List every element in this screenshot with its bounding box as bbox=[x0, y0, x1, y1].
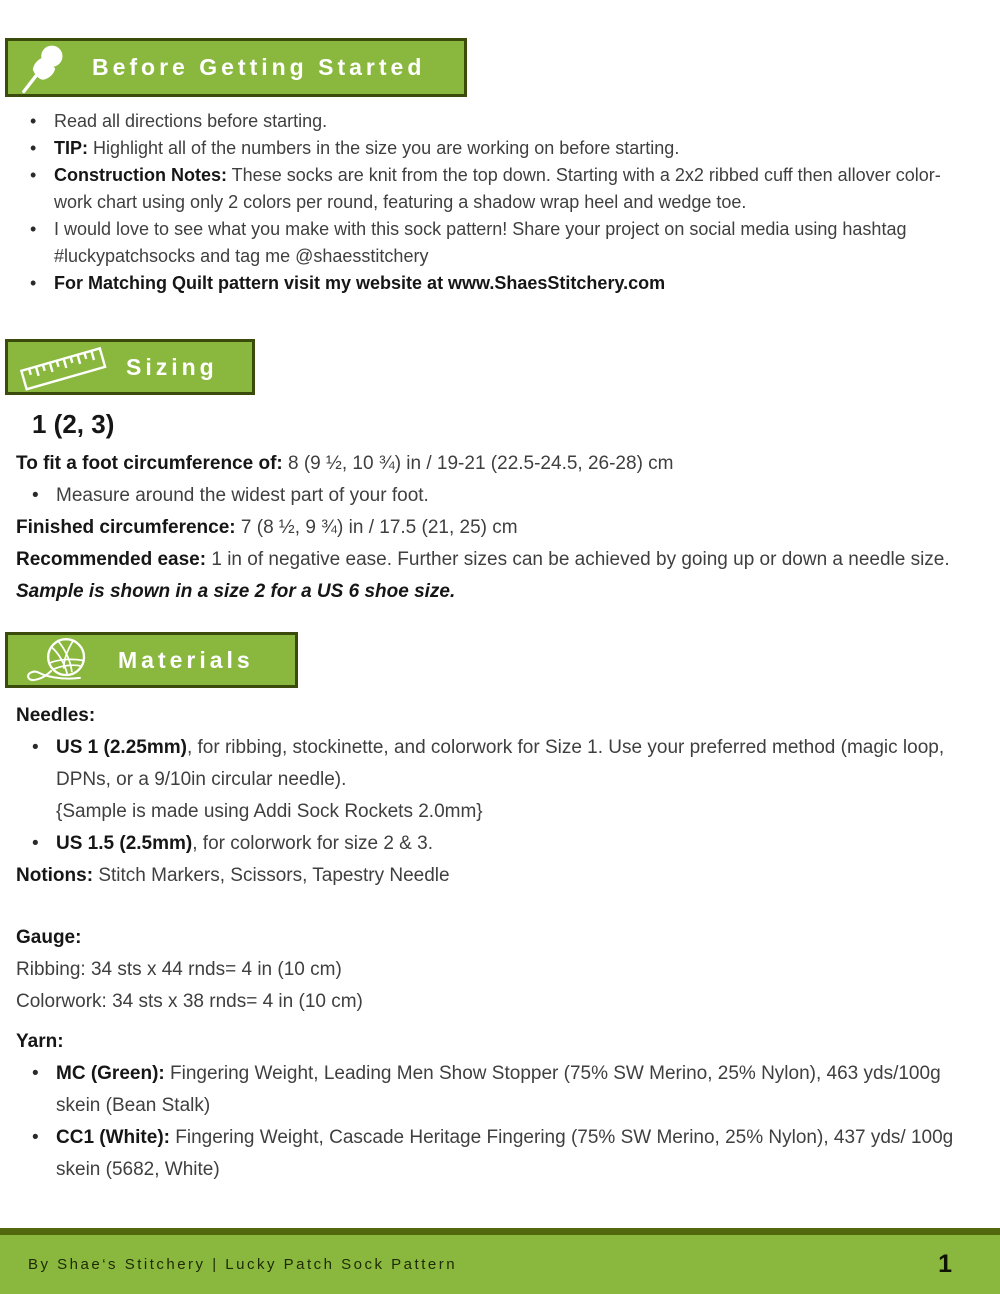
list-item: • Measure around the widest part of your foot. bbox=[16, 480, 966, 512]
page-footer bbox=[0, 1228, 1000, 1294]
list-item: • I would love to see what you make with this sock pattern! Share your project on social media using hashtag #luckypatchsocks and tag me @shaesstitchery bbox=[16, 216, 966, 270]
needle-sample-note: {Sample is made using Addi Sock Rockets 2.0mm} bbox=[56, 801, 483, 822]
list-item-website: • For Matching Quilt pattern visit my website at www.ShaesStitchery.com bbox=[16, 270, 966, 297]
gauge-colorwork-line: Colorwork: 34 sts x 38 rnds= 4 in (10 cm) bbox=[16, 991, 363, 1012]
yarn-ball-icon bbox=[20, 634, 96, 686]
ruler-icon bbox=[16, 343, 112, 391]
gauge-heading: Gauge: bbox=[16, 927, 82, 948]
list-item-needle-1: • US 1 (2.25mm), for ribbing, stockinette, and colorwork for Size 1. Use your preferred method (magic loop, DPNs, or a 9/10in circular needle). {Sample is made using Addi Sock Rockets 2.0mm} bbox=[16, 732, 966, 828]
footer-credit-text: By Shae‘s Stitchery | Lucky Patch Sock Pattern bbox=[28, 1256, 458, 1273]
section-banner-materials bbox=[5, 632, 298, 688]
gauge-ribbing-line: Ribbing: 34 sts x 44 rnds= 4 in (10 cm) bbox=[16, 959, 342, 980]
notions-line: Notions: Stitch Markers, Scissors, Tapestry Needle bbox=[16, 865, 450, 886]
needles-list bbox=[16, 732, 966, 860]
list-item: • TIP: Highlight all of the numbers in the size you are working on before starting. bbox=[16, 135, 966, 162]
section-banner-before-getting-started bbox=[5, 38, 467, 97]
fit-circumference-line: To fit a foot circumference of: 8 (9 ½, 10 ¾) in / 19-21 (22.5-24.5, 26-28) cm bbox=[16, 453, 674, 474]
before-getting-started-list bbox=[16, 108, 966, 297]
sample-size-note: Sample is shown in a size 2 for a US 6 shoe size. bbox=[16, 581, 456, 602]
finished-circumference-line: Finished circumference: 7 (8 ½, 9 ¾) in / 17.5 (21, 25) cm bbox=[16, 517, 518, 538]
list-item-yarn-cc1: • CC1 (White): Fingering Weight, Cascade Heritage Fingering (75% SW Merino, 25% Nylon), 437 yds/ 100g skein (5682, White) bbox=[16, 1122, 966, 1186]
section-title: Materials bbox=[118, 646, 254, 673]
section-title: Sizing bbox=[126, 353, 218, 380]
materials-section bbox=[16, 700, 966, 1186]
list-item-needle-2: • US 1.5 (2.5mm), for colorwork for size 2 & 3. bbox=[16, 828, 966, 860]
yarn-list bbox=[16, 1058, 966, 1186]
section-banner-sizing bbox=[5, 339, 255, 395]
yarn-heading: Yarn: bbox=[16, 1031, 64, 1052]
list-item: • Read all directions before starting. bbox=[16, 108, 966, 135]
page-number: 1 bbox=[938, 1250, 952, 1278]
list-item: • Construction Notes: These socks are knit from the top down. Starting with a 2x2 ribbed cuff then allover color-work chart using only 2 colors per round, featuring a shadow wrap heel and wedge toe. bbox=[16, 162, 966, 216]
measure-list bbox=[16, 480, 966, 512]
needles-heading: Needles: bbox=[16, 705, 96, 726]
list-item-yarn-mc: • MC (Green): Fingering Weight, Leading Men Show Stopper (75% SW Merino, 25% Nylon), 463 yds/100g skein (Bean Stalk) bbox=[16, 1058, 966, 1122]
section-title: Before Getting Started bbox=[92, 54, 426, 80]
recommended-ease-line: Recommended ease: 1 in of negative ease. Further sizes can be achieved by going up or down a needle size. Sample is shown in a size 2 for a US 6 shoe size. bbox=[16, 549, 950, 602]
sizing-section bbox=[16, 406, 966, 608]
sizes-heading: 1 (2, 3) bbox=[32, 409, 115, 439]
pushpin-icon bbox=[14, 40, 74, 96]
